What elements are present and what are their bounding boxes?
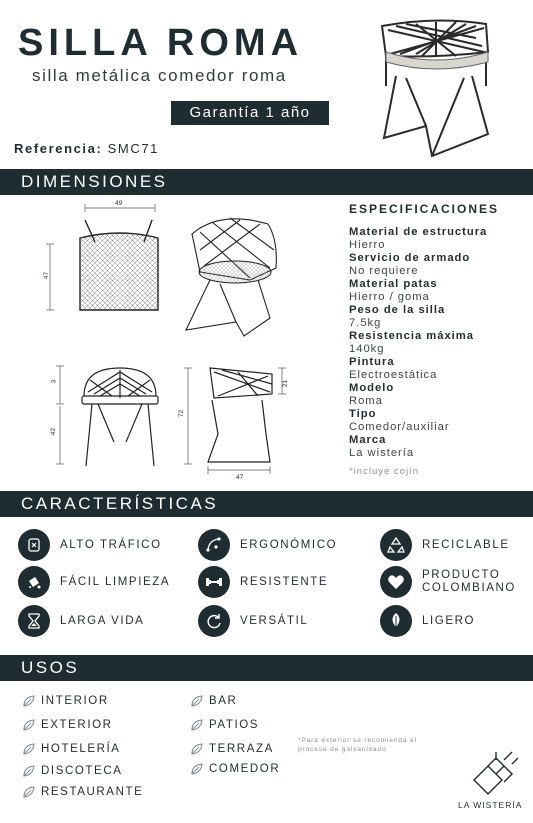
high-traffic-icon xyxy=(18,529,50,561)
spec-value: Hierro xyxy=(349,239,386,251)
use-item xyxy=(22,694,109,708)
spec-key: Servicio de armado xyxy=(349,252,471,264)
heart-icon xyxy=(380,566,412,598)
feature-label-line: COLOMBIANO xyxy=(422,582,516,594)
feature-label: RESISTENTE xyxy=(240,575,329,588)
feature-label: LIGERO xyxy=(422,614,476,627)
ergonomic-icon xyxy=(198,529,230,561)
use-item xyxy=(22,785,143,799)
leaf-icon xyxy=(190,762,204,776)
reference xyxy=(14,141,159,156)
feature-label: ERGONÓMICO xyxy=(240,538,338,551)
use-item xyxy=(190,762,280,776)
dim-side-back: 21 xyxy=(282,379,290,388)
spec-key: Peso de la silla xyxy=(349,304,446,316)
use-item xyxy=(22,742,121,756)
feature-label: LARGA VIDA xyxy=(60,614,145,627)
brand-logo-icon xyxy=(470,750,520,798)
leaf-icon xyxy=(190,718,204,732)
reference-value: SMC71 xyxy=(107,141,159,156)
dim-top-width: 49 xyxy=(115,200,123,207)
feature-label: FÁCIL LIMPIEZA xyxy=(60,575,171,588)
feature-item xyxy=(18,605,144,637)
cushion-note: *incluye cojín xyxy=(349,466,419,477)
leaf-icon xyxy=(22,718,36,732)
features-header: CARACTERÍSTICAS xyxy=(0,491,533,517)
leaf-icon xyxy=(22,764,36,778)
leaf-icon xyxy=(22,785,36,799)
feature-item xyxy=(198,566,328,598)
feature-item xyxy=(198,605,308,637)
specs-list xyxy=(349,226,529,460)
spec-key: Resistencia máxima xyxy=(349,330,474,342)
dimensions-header: DIMENSIONES xyxy=(0,169,533,195)
spec-key: Material patas xyxy=(349,278,438,290)
front-view-drawing xyxy=(50,362,170,470)
spec-value: Electroestática xyxy=(349,369,438,381)
leaf-icon xyxy=(22,694,36,708)
spec-key: Modelo xyxy=(349,382,395,394)
use-label: COMEDOR xyxy=(209,763,281,775)
recycle-icon xyxy=(380,529,412,561)
spec-key: Material de estructura xyxy=(349,226,488,238)
use-item xyxy=(190,718,259,732)
feature-item xyxy=(380,566,516,598)
feature-label: ALTO TRÁFICO xyxy=(60,538,162,551)
use-label: TERRAZA xyxy=(209,743,274,755)
side-view-drawing xyxy=(178,364,298,482)
product-subtitle: silla metálica comedor roma xyxy=(32,66,287,85)
product-title: SILLA ROMA xyxy=(18,22,304,64)
feature-label: VERSÁTIL xyxy=(240,614,309,627)
specs-heading: ESPECIFICACIONES xyxy=(349,202,500,216)
leaf-icon xyxy=(190,694,204,708)
use-item xyxy=(190,694,237,708)
dim-front-legs: 42 xyxy=(50,427,58,436)
use-item xyxy=(190,742,274,756)
spec-value: La wistería xyxy=(349,447,415,459)
galvanized-note: *Para exterior se recomienda el proceso de galvanizado xyxy=(298,737,417,753)
spec-key: Tipo xyxy=(349,408,377,420)
leaf-icon xyxy=(380,605,412,637)
spec-value: 7.5kg xyxy=(349,317,382,329)
use-label: HOTELERÍA xyxy=(41,743,121,755)
spec-value: 140kg xyxy=(349,343,385,355)
feature-label: RECICLABLE xyxy=(422,538,510,551)
reference-label: Referencia: xyxy=(14,141,103,156)
use-label: BAR xyxy=(209,695,238,707)
feature-label xyxy=(422,569,516,595)
feature-item xyxy=(380,529,510,561)
use-label: RESTAURANTE xyxy=(41,786,144,798)
dumbbell-icon xyxy=(198,566,230,598)
dim-side-height: 72 xyxy=(178,409,186,418)
use-item xyxy=(22,718,113,732)
feature-item xyxy=(198,529,337,561)
spec-value: Hierro / goma xyxy=(349,291,430,303)
spec-value: Roma xyxy=(349,395,383,407)
perspective-drawing xyxy=(180,210,290,338)
use-item xyxy=(22,764,123,778)
uses-header: USOS xyxy=(0,655,533,681)
feature-item xyxy=(380,605,475,637)
dim-side-depth: 47 xyxy=(236,474,244,481)
refresh-icon xyxy=(198,605,230,637)
spec-value: Comedor/auxiliar xyxy=(349,421,450,433)
leaf-icon xyxy=(22,742,36,756)
spec-value: No requiere xyxy=(349,265,419,277)
brand-name: LA WISTERÍA xyxy=(458,800,523,810)
feature-item xyxy=(18,529,162,561)
dim-top-depth: 47 xyxy=(43,271,51,280)
leaf-icon xyxy=(190,742,204,756)
warranty-badge: Garantía 1 año xyxy=(171,101,329,125)
use-label: PATIOS xyxy=(209,719,260,731)
spec-key: Marca xyxy=(349,434,387,446)
chair-product-photo xyxy=(376,16,496,162)
cleaning-icon xyxy=(18,566,50,598)
hourglass-icon xyxy=(18,605,50,637)
use-label: EXTERIOR xyxy=(41,719,113,731)
feature-label-line: PRODUCTO xyxy=(422,569,501,581)
spec-key: Pintura xyxy=(349,356,395,368)
use-label: INTERIOR xyxy=(41,695,109,707)
dim-front-seat: 3 xyxy=(50,379,58,384)
feature-item xyxy=(18,566,170,598)
top-view-drawing xyxy=(40,198,170,318)
use-label: DISCOTECA xyxy=(41,765,123,777)
